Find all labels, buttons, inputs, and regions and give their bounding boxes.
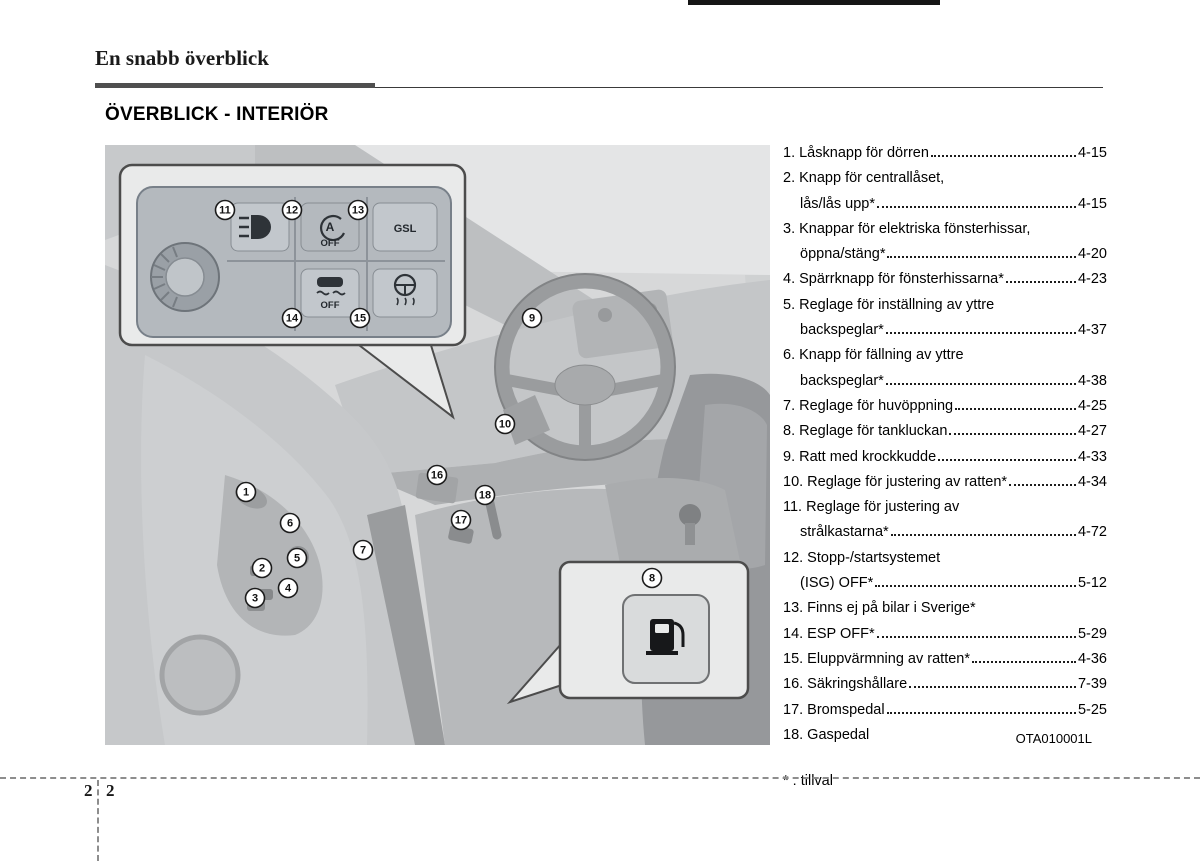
index-line [783, 318, 1107, 343]
footer-chapter-number: 2 [84, 781, 93, 800]
dot-leader [972, 661, 1076, 663]
index-line-text: 17. Bromspedal [783, 701, 885, 718]
low-beam-button [231, 203, 289, 251]
index-line-text: 1. Låsknapp för dörren [783, 145, 929, 161]
dot-leader [931, 155, 1076, 157]
dot-leader [1006, 281, 1076, 283]
index-page-ref: 4-25 [1077, 397, 1107, 414]
index-page-ref: 4-33 [1077, 448, 1107, 465]
index-line [783, 267, 1107, 292]
gsl-label: GSL [393, 223, 417, 235]
dot-leader [886, 332, 1076, 334]
index-line [783, 445, 1107, 470]
callout-number-13: 13 [351, 204, 365, 217]
index-page-ref: 4-72 [1077, 524, 1107, 541]
index-page-ref: 7-39 [1077, 676, 1107, 693]
index-page-ref: 4-15 [1077, 145, 1107, 161]
callout-number-16: 16 [430, 469, 444, 482]
callout-number-1: 1 [242, 486, 250, 499]
index-line-text: 8. Reglage för tankluckan [783, 423, 948, 440]
callout-number-11: 11 [219, 204, 231, 217]
index-line-text: 16. Säkringshållare [783, 676, 908, 693]
gear-knob [679, 504, 701, 526]
index-page-ref: 4-37 [1077, 322, 1107, 339]
callout-number-6: 6 [286, 517, 294, 530]
door-speaker [162, 637, 238, 713]
index-line-text: strålkastarna* [800, 524, 889, 541]
index-page-ref: 4-34 [1077, 473, 1107, 490]
index-line-text: 11. Reglage för justering av [783, 499, 960, 516]
index-line [783, 293, 1107, 318]
callout-number-3: 3 [251, 592, 259, 605]
isg-off-label: OFF [320, 238, 340, 249]
dot-leader [887, 256, 1076, 258]
index-line [783, 571, 1107, 596]
index-page-ref: 5-25 [1077, 701, 1107, 718]
index-line [783, 520, 1107, 545]
callout-number-9: 9 [528, 312, 536, 325]
dot-leader [955, 408, 1076, 410]
footer-dashed-rule-vertical [97, 780, 99, 861]
dot-leader [886, 383, 1076, 385]
index-line-text: 14. ESP OFF* [783, 625, 875, 642]
index-line-text: backspeglar* [800, 372, 884, 389]
index-page-ref: 4-15 [1077, 195, 1107, 212]
index-line [783, 419, 1107, 444]
dot-leader [887, 712, 1076, 714]
index-line-text: (ISG) OFF* [800, 575, 874, 592]
footer-page-number: 2 [106, 781, 115, 800]
index-line-text: 12. Stopp-/startsystemet [783, 549, 941, 566]
callout-number-7: 7 [359, 544, 367, 557]
figure-code: OTA010001L [1015, 731, 1092, 746]
index-line-text: 6. Knapp för fällning av yttre [783, 347, 964, 364]
index-list [783, 141, 1107, 794]
index-line [783, 622, 1107, 647]
index-line [783, 192, 1107, 217]
index-line [783, 495, 1107, 520]
dot-leader [1009, 484, 1076, 486]
callout-number-5: 5 [293, 552, 301, 565]
interior-figure [105, 145, 770, 745]
index-page-ref: 4-27 [1077, 423, 1107, 440]
dot-leader [938, 459, 1076, 461]
index-page-ref: 4-23 [1077, 271, 1107, 288]
gsl-button [373, 203, 437, 251]
index-line-text: lås/lås upp* [800, 195, 875, 212]
index-page-ref: 5-29 [1077, 625, 1107, 642]
callout-number-8: 8 [648, 572, 656, 585]
running-header: En snabb överblick [95, 46, 269, 70]
index-line-text: 5. Reglage för inställning av yttre [783, 296, 995, 313]
callout-number-18: 18 [478, 489, 492, 502]
gear-lever [685, 523, 695, 545]
callout-number-2: 2 [258, 562, 266, 575]
footer-dashed-rule [0, 777, 1200, 779]
index-line [783, 596, 1107, 621]
callout-number-10: 10 [498, 418, 512, 431]
index-line-text: 10. Reglage för justering av ratten* [783, 473, 1008, 490]
esc-off-label: OFF [320, 300, 340, 311]
index-line-text: 15. Eluppvärmning av ratten* [783, 650, 970, 667]
index-line [783, 394, 1107, 419]
footnote: * : tillval [783, 773, 833, 790]
heated-steering-button [373, 269, 437, 317]
callout-number-15: 15 [353, 312, 367, 325]
index-page-ref: 4-20 [1077, 246, 1107, 263]
dot-leader [891, 534, 1076, 536]
dot-leader [875, 585, 1076, 587]
dot-leader [909, 686, 1076, 688]
index-line-text: 2. Knapp för centrallåset, [783, 170, 945, 187]
index-line [783, 546, 1107, 571]
isg-letter: A [325, 220, 335, 234]
esc-off-button [301, 269, 359, 317]
index-line [783, 369, 1107, 394]
index-line [783, 470, 1107, 495]
index-page-ref: 5-12 [1077, 575, 1107, 592]
headlight-leveling-knob [151, 243, 219, 311]
header-rule-thick [95, 83, 375, 88]
index-line-text: 9. Ratt med krockkudde [783, 448, 937, 465]
index-line-text: öppna/stäng* [800, 246, 886, 263]
index-line [783, 166, 1107, 191]
index-line-text: 13. Finns ej på bilar i Sverige* [783, 600, 976, 617]
callout-number-12: 12 [285, 204, 299, 217]
index-line [783, 141, 1107, 166]
index-line-text: 3. Knappar för elektriska fönsterhissar, [783, 220, 1031, 237]
page-title: ÖVERBLICK - INTERIÖR [105, 104, 329, 125]
index-line [783, 242, 1107, 267]
stack-knob-left [598, 308, 612, 322]
callout-number-4: 4 [284, 582, 292, 595]
callout-number-14: 14 [285, 312, 299, 325]
index-page-ref: 4-36 [1077, 650, 1107, 667]
index-line-text: backspeglar* [800, 322, 884, 339]
dot-leader [949, 433, 1076, 435]
index-line-text: 7. Reglage för huvöppning [783, 397, 954, 414]
index-line [783, 217, 1107, 242]
index-line-text: 4. Spärrknapp för fönsterhissarna* [783, 271, 1004, 288]
dot-leader [877, 636, 1076, 638]
index-line [783, 343, 1107, 368]
interior-illustration [105, 145, 770, 745]
scan-edge-strip [688, 0, 940, 5]
index-line [783, 647, 1107, 672]
index-page-ref: 4-38 [1077, 372, 1107, 389]
index-line [783, 672, 1107, 697]
index-line [783, 723, 1107, 748]
index-line [783, 698, 1107, 723]
index-line-text: 18. Gaspedal [783, 726, 870, 743]
skidding-car-icon [317, 277, 343, 287]
callout-number-17: 17 [454, 514, 468, 527]
dot-leader [877, 206, 1076, 208]
